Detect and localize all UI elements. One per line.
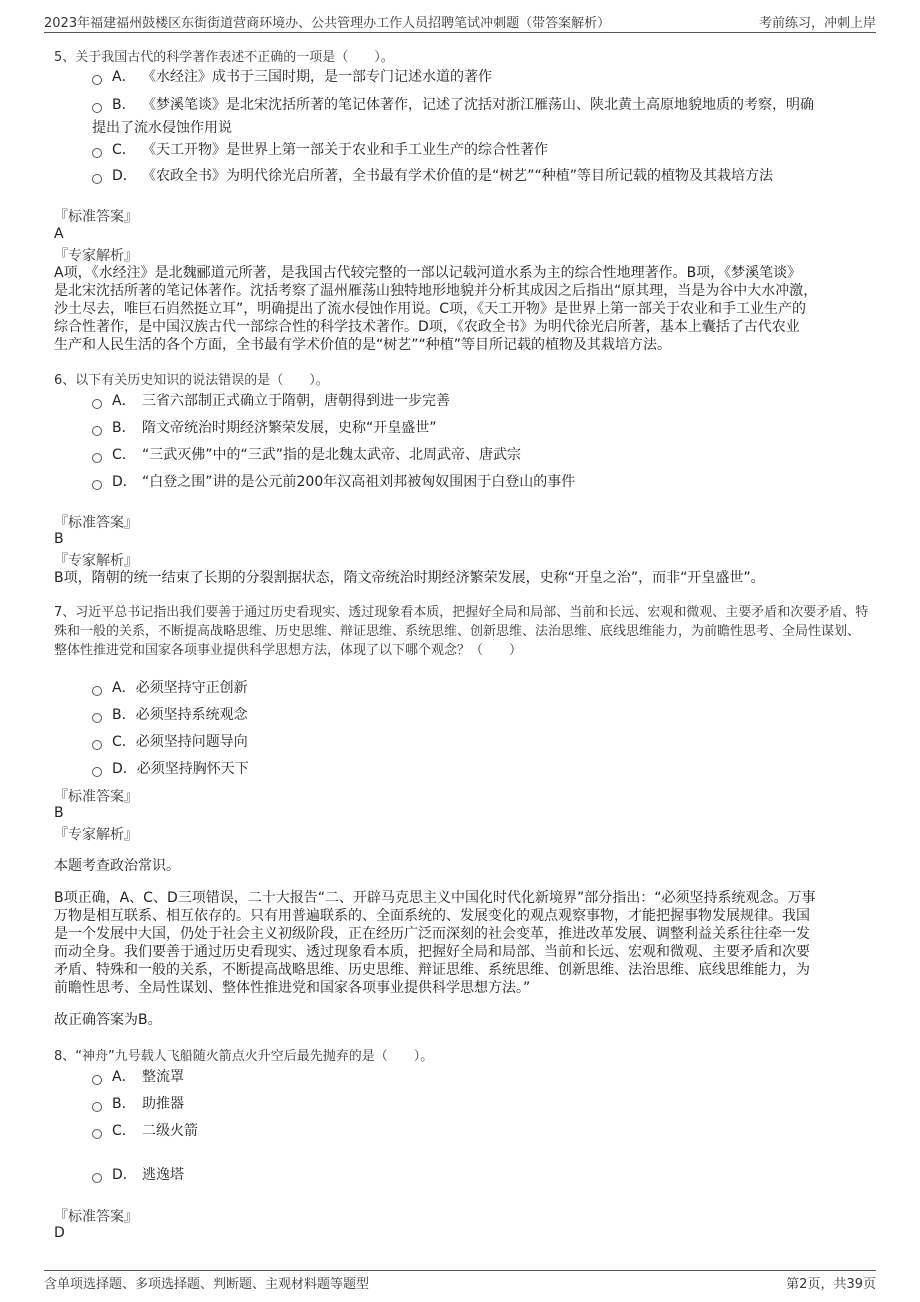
analysis-line: 是一个发展中大国，仍处于社会主义初级阶段，正在经历广泛而深刻的社会变革，推进改革发展、调整利益关系往往牵一发 xyxy=(54,926,810,942)
radio-icon[interactable] xyxy=(92,174,102,184)
q5-option-b-continued: 提出了流水侵蚀作用说 xyxy=(92,120,232,136)
q8-option-a[interactable]: A． 整流罩 xyxy=(92,1066,184,1086)
analysis-line: 是北宋沈括所著的笔记体著作。沈括考察了温州雁荡山独特地形地貌并分析其成因之后指出“原其理，当是为谷中大水冲激， xyxy=(54,283,818,299)
q7-conclusion: 故正确答案为B。 xyxy=(54,1012,162,1028)
analysis-line: A项，《水经注》是北魏郦道元所著，是我国古代较完整的一部以记载河道水系为主的综合性地理著作。B项，《梦溪笔谈》 xyxy=(54,265,802,281)
radio-icon[interactable] xyxy=(92,1075,102,1085)
page-footer xyxy=(44,1270,876,1291)
analysis-line: 沙土尽去，唯巨石岿然挺立耳”，明确提出了流水侵蚀作用说。C项，《天工开物》是世界上第一部关于农业和手工业生产的 xyxy=(54,301,807,317)
q6-expert-analysis-label: 『专家解析』 xyxy=(54,553,138,569)
q7-analysis xyxy=(54,889,816,997)
q8-answer: D xyxy=(54,1225,65,1241)
q7-option-d[interactable]: D．必须坚持胸怀天下 xyxy=(92,758,249,778)
q6-question: 6、以下有关历史知识的说法错误的是（ ）。 xyxy=(54,373,329,388)
radio-icon[interactable] xyxy=(92,713,102,723)
page-header xyxy=(44,10,876,33)
q5-answer: A xyxy=(54,226,64,242)
radio-icon[interactable] xyxy=(92,767,102,777)
analysis-line: 综合性著作，是中国汉族古代一部综合性的科学技术著作。D项，《农政全书》为明代徐光启所著，基本上囊括了古代农业 xyxy=(54,319,800,335)
question-line: 殊和一般的关系，不断提高战略思维、历史思维、辩证思维、系统思维、创新思维、法治思维、底线思维能力，为前瞻性思考、全局性谋划、 xyxy=(54,624,861,639)
q5-standard-answer-label: 『标准答案』 xyxy=(54,209,138,225)
q7-option-c[interactable]: C．必须坚持问题导向 xyxy=(92,731,248,751)
q7-option-a[interactable]: A．必须坚持守正创新 xyxy=(92,677,248,697)
q6-option-d[interactable]: D． “白登之围”讲的是公元前200年汉高祖刘邦被匈奴围困于白登山的事件 xyxy=(92,471,575,491)
radio-icon[interactable] xyxy=(92,453,102,463)
q8-option-b[interactable]: B． 助推器 xyxy=(92,1093,184,1113)
radio-icon[interactable] xyxy=(92,1173,102,1183)
q7-question xyxy=(54,603,868,660)
q6-answer: B xyxy=(54,531,64,547)
footer-note: 含单项选择题、多项选择题、判断题、主观材料题等题型 xyxy=(44,1277,370,1292)
question-line: 7、习近平总书记指出我们要善于通过历史看现实、透过现象看本质，把握好全局和局部、当前和长远、宏观和微观、主要矛盾和次要矛盾、特 xyxy=(54,605,869,620)
q7-standard-answer-label: 『标准答案』 xyxy=(54,789,138,805)
radio-icon[interactable] xyxy=(92,399,102,409)
header-slogan: 考前练习，冲刺上岸 xyxy=(758,16,876,31)
analysis-line: 前瞻性思考、全局性谋划、整体性推进党和国家各项事业提供科学思想方法。” xyxy=(54,980,531,996)
q5-analysis xyxy=(54,264,817,354)
radio-icon[interactable] xyxy=(92,740,102,750)
document-title: 2023年福建福州鼓楼区东街街道营商环境办、公共管理办工作人员招聘笔试冲刺题（带答案解析） xyxy=(44,16,611,31)
radio-icon[interactable] xyxy=(92,480,102,490)
question-line: 整体性推进党和国家各项事业提供科学思想方法，体现了以下哪个观念？（ ） xyxy=(54,643,523,658)
analysis-line: 万物是相互联系、相互依存的。只有用普遍联系的、全面系统的、发展变化的观点观察事物，才能把握事物发展规律。我国 xyxy=(54,908,810,924)
q5-option-b[interactable]: B． 《梦溪笔谈》是北宋沈括所著的笔记体著作，记述了沈括对浙江雁荡山、陕北黄土高原地貌地质的考察，明确 xyxy=(92,94,814,114)
radio-icon[interactable] xyxy=(92,1102,102,1112)
analysis-line: 生产和人民生活的各个方面，全书最有学术价值的是“树艺”“种植”等目所记载的植物及其栽培方法。 xyxy=(54,337,672,353)
q5-expert-analysis-label: 『专家解析』 xyxy=(54,248,138,264)
radio-icon[interactable] xyxy=(92,686,102,696)
q6-option-a[interactable]: A． 三省六部制正式确立于隋朝，唐朝得到进一步完善 xyxy=(92,390,450,410)
q6-option-b[interactable]: B． 隋文帝统治时期经济繁荣发展，史称“开皇盛世” xyxy=(92,417,437,437)
analysis-line: 而动全身。我们要善于通过历史看现实、透过现象看本质，把握好全局和局部、当前和长远、宏观和微观、主要矛盾和次要 xyxy=(54,944,810,960)
analysis-line: B项，隋朝的统一结束了长期的分裂割据状态，隋文帝统治时期经济繁荣发展，史称“开皇之治”，而非“开皇盛世”。 xyxy=(54,570,765,586)
radio-icon[interactable] xyxy=(92,426,102,436)
q6-option-c[interactable]: C． “三武灭佛”中的“三武”指的是北魏太武帝、北周武帝、唐武宗 xyxy=(92,444,521,464)
analysis-line: 矛盾、特殊和一般的关系，不断提高战略思维、历史思维、辩证思维、系统思维、创新思维、法治思维、底线思维能力，为 xyxy=(54,962,810,978)
q6-analysis xyxy=(54,569,765,587)
q7-expert-analysis-label: 『专家解析』 xyxy=(54,827,138,843)
q5-option-c[interactable]: C． 《天工开物》是世界上第一部关于农业和手工业生产的综合性著作 xyxy=(92,139,548,159)
radio-icon[interactable] xyxy=(92,1129,102,1139)
q5-option-a[interactable]: A． 《水经注》成书于三国时期，是一部专门记述水道的著作 xyxy=(92,66,492,86)
radio-icon[interactable] xyxy=(92,103,102,113)
q8-option-d[interactable]: D． 逃逸塔 xyxy=(92,1164,184,1184)
page-number: 第2页，共39页 xyxy=(786,1277,876,1292)
analysis-line: B项正确，A、C、D三项错误，二十大报告“二、开辟马克思主义中国化时代化新境界”部分指出：“必须坚持系统观念。万事 xyxy=(54,890,816,906)
radio-icon[interactable] xyxy=(92,148,102,158)
q7-option-b[interactable]: B．必须坚持系统观念 xyxy=(92,704,248,724)
q6-standard-answer-label: 『标准答案』 xyxy=(54,515,138,531)
q7-analysis-intro: 本题考查政治常识。 xyxy=(54,858,180,874)
radio-icon[interactable] xyxy=(92,75,102,85)
q8-question: 8、“神舟”九号载人飞船随火箭点火升空后最先抛弃的是（ ）。 xyxy=(54,1049,434,1064)
q5-option-d[interactable]: D． 《农政全书》为明代徐光启所著，全书最有学术价值的是“树艺”“种植”等目所记载的植物及其栽培方法 xyxy=(92,165,773,185)
q5-question: 5、关于我国古代的科学著作表述不正确的一项是（ ）。 xyxy=(54,50,394,65)
q8-standard-answer-label: 『标准答案』 xyxy=(54,1209,138,1225)
q8-option-c[interactable]: C． 二级火箭 xyxy=(92,1120,198,1140)
q7-answer: B xyxy=(54,805,64,821)
